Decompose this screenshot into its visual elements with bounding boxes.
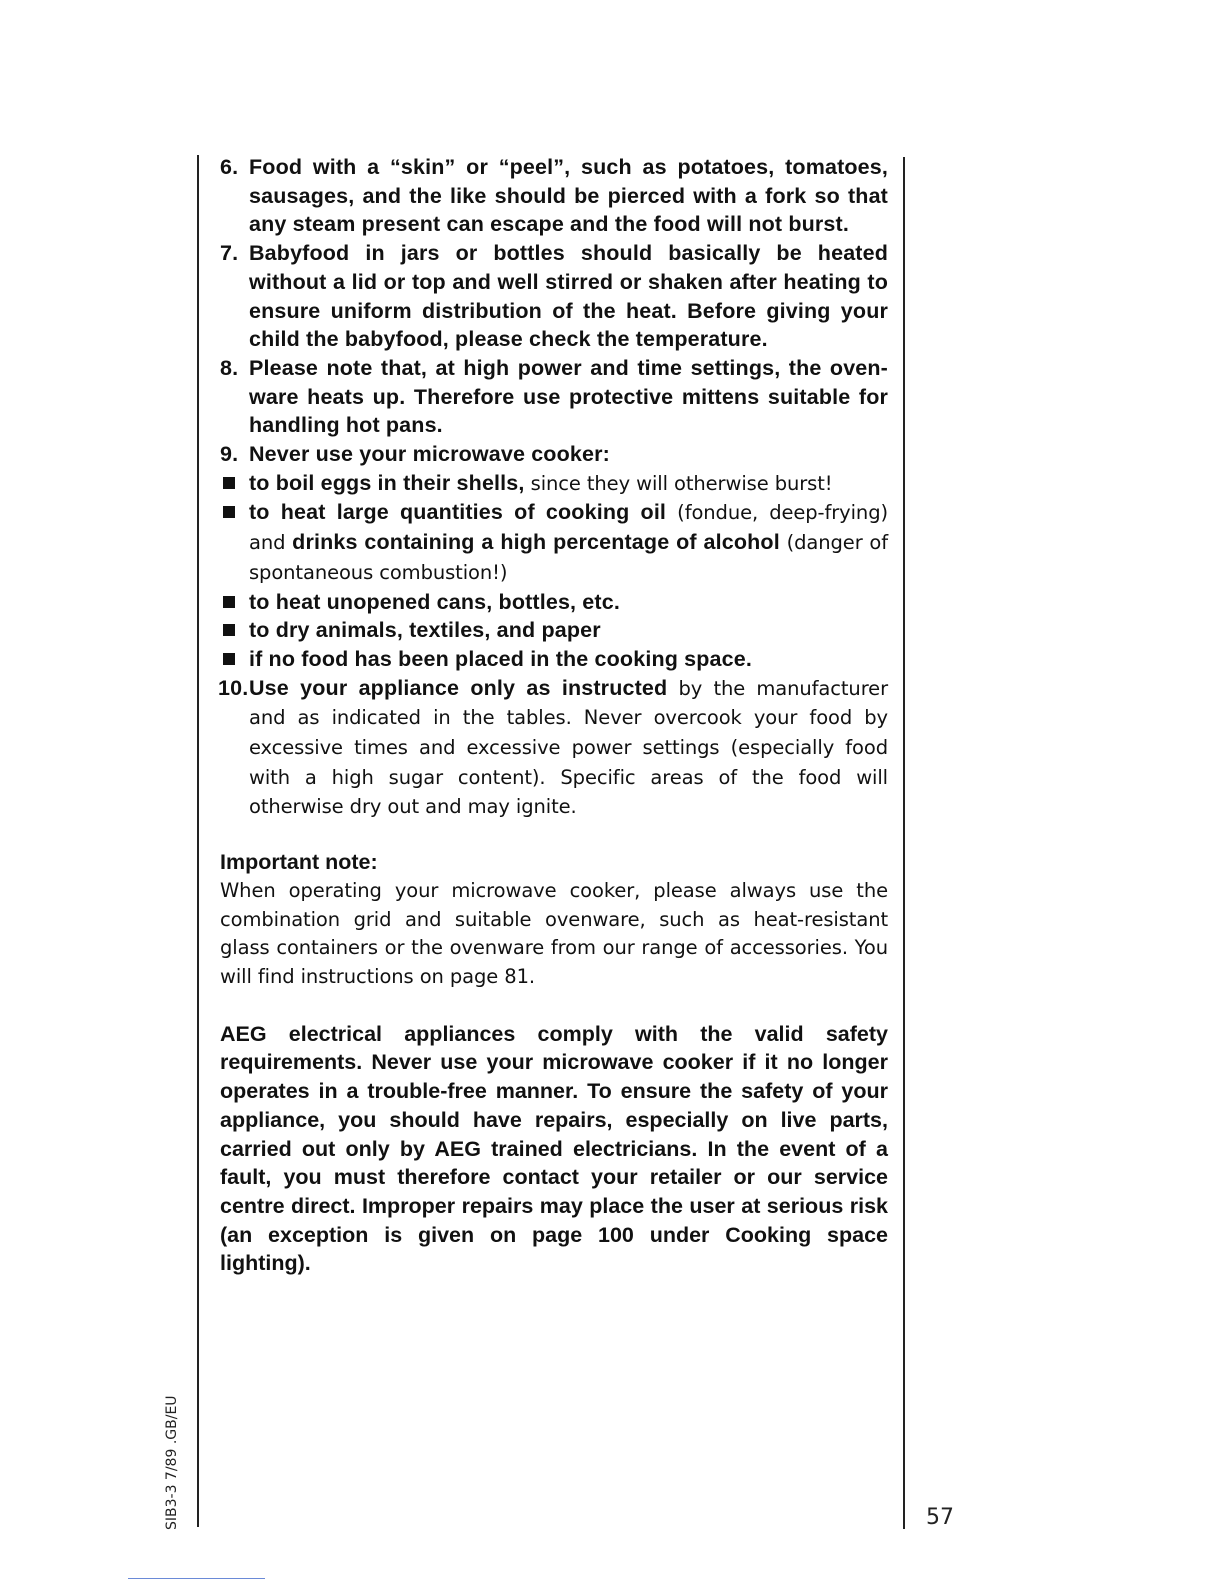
instruction-item-7 xyxy=(220,239,888,354)
item-number: 9. xyxy=(220,442,239,467)
instruction-item-8 xyxy=(220,354,888,440)
content-column xyxy=(220,153,888,1278)
instruction-item-9 xyxy=(220,440,888,674)
item-text: Please note that, at high power and time settings, the oven-ware heats up. Therefore use protective mittens suitable for handling hot pans. xyxy=(249,355,888,438)
bullet-square-icon xyxy=(223,506,235,518)
instruction-item-6 xyxy=(220,153,888,239)
bullet-square-icon xyxy=(223,477,235,489)
list-item xyxy=(220,616,888,645)
bullet-text: (fondue, deep-frying) and xyxy=(249,501,888,555)
page-number: 57 xyxy=(926,1505,954,1530)
important-note-heading: Important note: xyxy=(220,850,378,875)
item-number: 6. xyxy=(220,155,239,179)
bullet-square-icon xyxy=(223,624,235,636)
important-note-body: When operating your microwave cooker, please always use the combination grid and suitable ovenware, such as heat-resistant glass containers or the ovenware from our range of accessories. You will find instructions on page 81. xyxy=(220,878,888,988)
bullet-bold-text: to boil eggs in their shells, xyxy=(249,470,525,495)
bullet-square-icon xyxy=(223,653,235,665)
item-text: Food with a “skin” or “peel”, such as potatoes, tomatoes, sausages, and the like should be pierced with a fork so that any steam present can escape and the food will not burst. xyxy=(249,155,888,237)
list-item xyxy=(220,645,888,674)
bullet-bold-text: drinks containing a high percentage of alcohol xyxy=(292,530,780,555)
bullet-text: (danger of spontaneous combustion!) xyxy=(249,531,888,584)
never-use-list xyxy=(220,469,888,674)
left-margin-rule xyxy=(197,155,199,1527)
bullet-text: since they will otherwise burst! xyxy=(524,471,833,495)
item-bold-text: Use your appliance only as instructed xyxy=(249,675,668,700)
item-text: Babyfood in jars or bottles should basically be heated without a lid or top and well stirred or shaken after heating to ensure uniform distribution of the heat. Before giving your child the babyfood, please check the temperature. xyxy=(249,241,888,352)
item-number: 7. xyxy=(220,241,239,266)
item-number: 10. xyxy=(218,675,249,700)
bullet-square-icon xyxy=(223,596,235,608)
instruction-item-10 xyxy=(220,674,888,823)
scan-artifact-line xyxy=(128,1578,265,1579)
right-margin-rule xyxy=(903,157,905,1529)
bullet-bold-text: to dry animals, textiles, and paper xyxy=(249,618,601,643)
list-item xyxy=(220,498,888,587)
document-code: SIB3-3 7/89 .GB/EU xyxy=(164,1395,180,1530)
item-text: by the manufacturer and as indicated in the tables. Never overcook your food by excessive times and excessive power settings (especially food with a high sugar content). Specific areas of the food will otherwise dry out and may ignite. xyxy=(249,676,888,819)
safety-warning-paragraph: AEG electrical appliances comply with the valid safety requirements. Never use your microwave cooker if it no longer operates in a trouble-free manner. To ensure the safety of your appliance, you should have repairs, especially on live parts, carried out only by AEG trained electricians. In the event of a fault, you must therefore contact your retailer or our service centre direct. Improper repairs may place the user at serious risk (an exception is given on page 100 under Cooking space lighting). xyxy=(220,1021,888,1276)
bullet-bold-text: if no food has been placed in the cooking space. xyxy=(249,646,752,671)
item-number: 8. xyxy=(220,355,239,380)
list-item xyxy=(220,469,888,499)
bullet-bold-text: to heat large quantities of cooking oil xyxy=(249,500,667,525)
item-text: Never use your microwave cooker: xyxy=(249,442,610,467)
bullet-bold-text: to heat unopened cans, bottles, etc. xyxy=(249,589,620,614)
list-item xyxy=(220,588,888,617)
